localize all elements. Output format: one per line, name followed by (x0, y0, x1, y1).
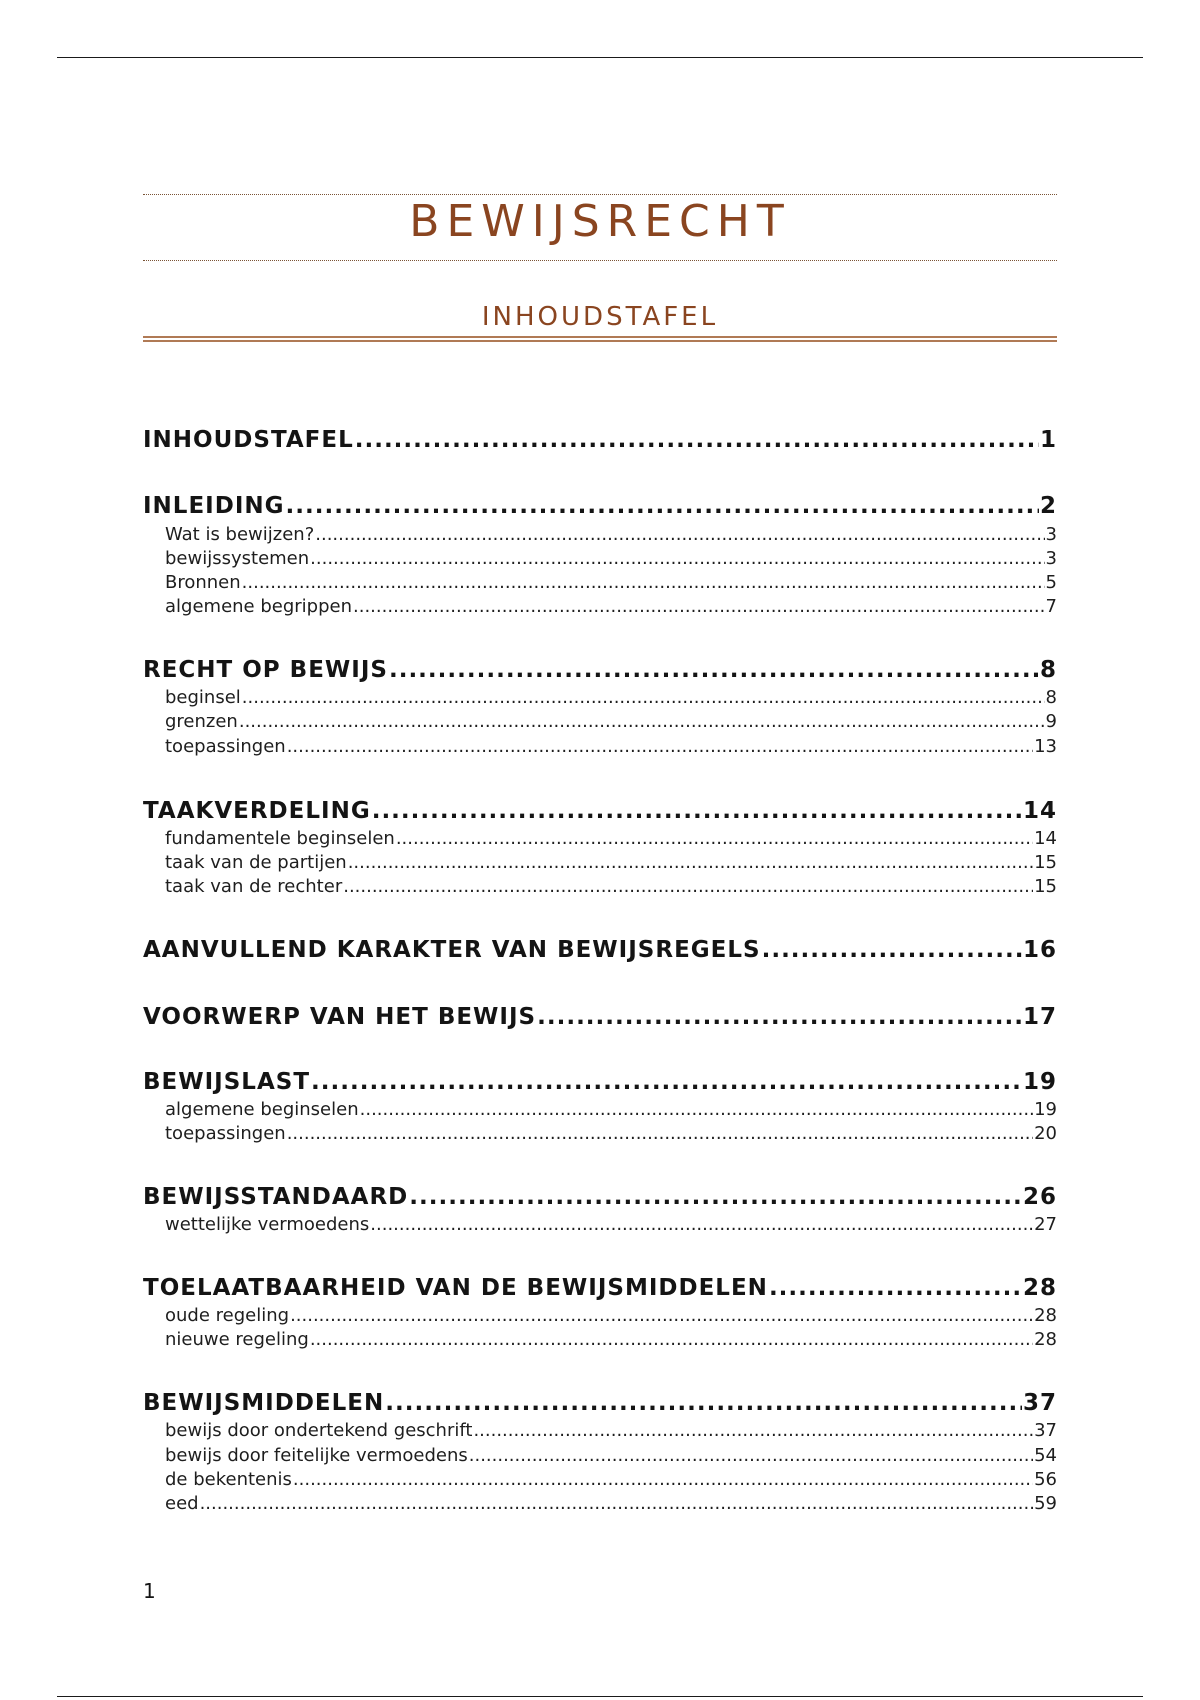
toc-entry-title: RECHT OP BEWIJS (143, 657, 388, 683)
toc-entry-page: 37 (1034, 1420, 1057, 1441)
toc-entry-page: 9 (1045, 711, 1057, 732)
toc-entry-title: eed (165, 1493, 199, 1514)
toc-entry-title: fundamentele beginselen (165, 828, 395, 849)
toc-entry-page: 59 (1034, 1493, 1057, 1514)
toc-leader (469, 1444, 1033, 1468)
toc-subentry[interactable] (165, 1098, 1057, 1122)
toc-entry-page: 19 (1034, 1099, 1057, 1120)
toc-entry-page: 13 (1034, 736, 1057, 757)
toc-entry-page: 14 (1034, 828, 1057, 849)
toc-leader (370, 1213, 1033, 1237)
toc-entry-recht-op-bewijs[interactable] (143, 656, 1057, 684)
toc-entry-title: toepassingen (165, 736, 286, 757)
toc-entry-page: 19 (1022, 1069, 1057, 1095)
toc-entry-page: 3 (1045, 548, 1057, 569)
toc-subentry[interactable] (165, 1419, 1057, 1443)
toc-subentry[interactable] (165, 827, 1057, 851)
toc-entry-title: Wat is bewijzen? (165, 524, 315, 545)
toc-entry-bewijsmiddelen[interactable] (143, 1389, 1057, 1417)
toc-leader (286, 492, 1039, 520)
toc-subentry[interactable] (165, 735, 1057, 759)
toc-entry-title: wettelijke vermoedens (165, 1214, 370, 1235)
toc-leader (385, 1389, 1022, 1417)
toc-entry-title: grenzen (165, 711, 238, 732)
toc-entry-page: 20 (1034, 1123, 1057, 1144)
toc-entry-bewijsstandaard[interactable] (143, 1183, 1057, 1211)
toc-entry-page: 28 (1022, 1275, 1057, 1301)
toc-entry-toelaatbaarheid[interactable] (143, 1274, 1057, 1302)
toc-entry-title: TAAKVERDELING (143, 798, 371, 824)
toc-entry-taakverdeling[interactable] (143, 797, 1057, 825)
toc-leader (239, 710, 1045, 734)
toc-subentry[interactable] (165, 710, 1057, 734)
toc-entry-page: 1 (1039, 427, 1057, 453)
toc-entry-page: 26 (1022, 1184, 1057, 1210)
toc-entry-inleiding[interactable] (143, 492, 1057, 520)
toc-subentry[interactable] (165, 1328, 1057, 1352)
toc-subentry[interactable] (165, 1492, 1057, 1516)
toc-leader (310, 1328, 1033, 1352)
toc-subentry[interactable] (165, 1468, 1057, 1492)
toc-entry-title: beginsel (165, 687, 241, 708)
toc-leader (769, 1274, 1022, 1302)
toc-entry-title: TOELAATBAARHEID VAN DE BEWIJSMIDDELEN (143, 1275, 768, 1301)
toc-entry-title: BEWIJSLAST (143, 1069, 311, 1095)
toc-entry-page: 8 (1045, 687, 1057, 708)
toc-entry-page: 56 (1034, 1469, 1057, 1490)
toc-entry-title: bewijs door feitelijke vermoedens (165, 1445, 468, 1466)
toc-entry-title: taak van de partijen (165, 852, 347, 873)
toc-entry-page: 3 (1045, 524, 1057, 545)
toc-entry-title: algemene begrippen (165, 596, 353, 617)
toc-entry-inhoudstafel[interactable] (143, 426, 1057, 454)
toc-leader (293, 1468, 1033, 1492)
toc-leader (353, 595, 1045, 619)
toc-subentry[interactable] (165, 1304, 1057, 1328)
toc-entry-page: 15 (1034, 852, 1057, 873)
toc-leader (343, 875, 1033, 899)
toc-entry-title: Bronnen (165, 572, 241, 593)
toc-subentry[interactable] (165, 547, 1057, 571)
toc-leader (473, 1419, 1033, 1443)
toc-leader (200, 1492, 1034, 1516)
header-rule (57, 57, 1143, 58)
toc-entry-page: 2 (1039, 493, 1057, 519)
toc-entry-page: 54 (1034, 1445, 1057, 1466)
toc-subentry[interactable] (165, 595, 1057, 619)
toc-leader (290, 1304, 1033, 1328)
toc-leader (355, 426, 1039, 454)
toc-subentry[interactable] (165, 1213, 1057, 1237)
toc-leader (242, 571, 1045, 595)
toc-entry-bewijslast[interactable] (143, 1068, 1057, 1096)
toc-subentry[interactable] (165, 1444, 1057, 1468)
toc-entry-title: VOORWERP VAN HET BEWIJS (143, 1004, 537, 1030)
toc-leader (287, 735, 1033, 759)
toc-leader (389, 656, 1039, 684)
toc-subentry[interactable] (165, 523, 1057, 547)
toc-leader (537, 1003, 1022, 1031)
toc-entry-page: 27 (1034, 1214, 1057, 1235)
toc-heading: INHOUDSTAFEL (481, 302, 719, 332)
toc-subentry[interactable] (165, 686, 1057, 710)
toc-entry-title: INHOUDSTAFEL (143, 427, 354, 453)
toc-entry-page: 28 (1034, 1305, 1057, 1326)
toc-entry-page: 17 (1022, 1004, 1057, 1030)
title-dotted-rule-bottom (143, 260, 1057, 261)
toc-subentry[interactable] (165, 875, 1057, 899)
toc-entry-title: de bekentenis (165, 1469, 292, 1490)
toc-entry-page: 7 (1045, 596, 1057, 617)
toc-leader (409, 1183, 1022, 1211)
toc-entry-title: bewijs door ondertekend geschrift (165, 1420, 473, 1441)
toc-entry-page: 16 (1022, 937, 1057, 963)
toc-heading-double-rule (143, 336, 1057, 342)
toc-leader (287, 1122, 1033, 1146)
toc-entry-page: 5 (1045, 572, 1057, 593)
toc-entry-page: 15 (1034, 876, 1057, 897)
toc-leader (360, 1098, 1033, 1122)
title-dotted-rule-top (143, 194, 1057, 195)
toc-entry-page: 28 (1034, 1329, 1057, 1350)
toc-entry-title: toepassingen (165, 1123, 286, 1144)
toc-entry-title: nieuwe regeling (165, 1329, 309, 1350)
toc-entry-title: AANVULLEND KARAKTER VAN BEWIJSREGELS (143, 937, 761, 963)
toc-entry-page: 14 (1022, 798, 1057, 824)
toc-subentry[interactable] (165, 1122, 1057, 1146)
toc-entry-title: taak van de rechter (165, 876, 343, 897)
toc-leader (310, 547, 1044, 571)
toc-entry-page: 37 (1022, 1390, 1057, 1416)
toc-entry-title: algemene beginselen (165, 1099, 359, 1120)
toc-entry-title: INLEIDING (143, 493, 285, 519)
toc-subentry[interactable] (165, 571, 1057, 595)
document-title: BEWIJSRECHT (409, 196, 791, 247)
toc-leader (315, 523, 1044, 547)
toc-subentry[interactable] (165, 851, 1057, 875)
toc-leader (396, 827, 1033, 851)
toc-entry-title: BEWIJSMIDDELEN (143, 1390, 385, 1416)
toc-leader (348, 851, 1033, 875)
toc-entry-voorwerp-van-het-bewijs[interactable] (143, 1003, 1057, 1031)
toc-leader (762, 936, 1022, 964)
toc-entry-title: BEWIJSSTANDAARD (143, 1184, 409, 1210)
toc-entry-title: bewijssystemen (165, 548, 310, 569)
footer-rule (57, 1696, 1143, 1697)
toc-entry-title: oude regeling (165, 1305, 290, 1326)
toc-entry-page: 8 (1039, 657, 1057, 683)
toc-entry-aanvullend-karakter[interactable] (143, 936, 1057, 964)
toc-leader (372, 797, 1022, 825)
toc-leader (311, 1068, 1022, 1096)
page-number: 1 (143, 1579, 156, 1603)
toc-leader (242, 686, 1045, 710)
